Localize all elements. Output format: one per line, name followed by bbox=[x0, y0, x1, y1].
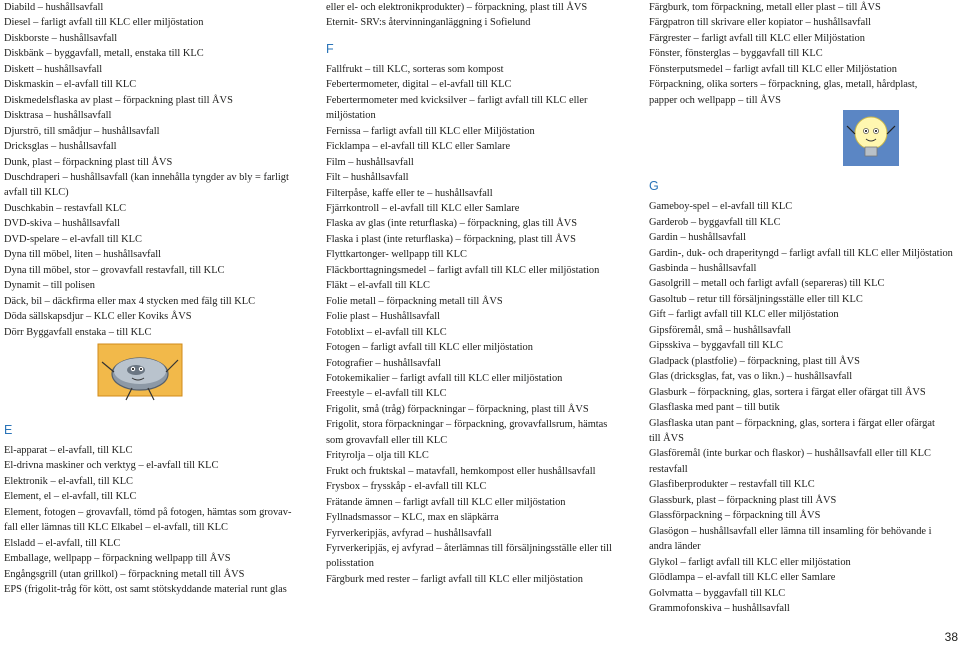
entry-line: till ÅVS bbox=[649, 432, 684, 444]
entry-line: DVD-spelare – el-avfall till KLC bbox=[4, 233, 142, 245]
entry-line: Freestyle – el-avfall till KLC bbox=[326, 388, 447, 400]
entry-line: Gardin – hushållsavfall bbox=[649, 232, 746, 244]
entry-line: Frukt och fruktskal – matavfall, hemkompost eller hushållsavfall bbox=[326, 465, 596, 477]
entry-line: papper och wellpapp – till ÅVS bbox=[649, 94, 781, 106]
entry-line: Diskborste – hushållsavfall bbox=[4, 32, 118, 44]
entry-line: Gipsföremål, små – hushållsavfall bbox=[649, 324, 791, 336]
entry-line: som grovavfall eller till KLC bbox=[326, 434, 448, 446]
entry-line: Djurströ, till smådjur – hushållsavfall bbox=[4, 125, 160, 137]
entry-line: Diskett – hushållsavfall bbox=[4, 63, 103, 75]
light-bulb-illustration bbox=[649, 108, 949, 168]
column-2 bbox=[326, 0, 622, 587]
column-3 bbox=[649, 0, 953, 616]
entry-line: Färgrester – farligt avfall till KLC eller Miljöstation bbox=[649, 32, 865, 44]
entry-line: Döda sällskapsdjur – KLC eller Koviks ÅVS bbox=[4, 311, 192, 323]
entries-e-continued bbox=[326, 0, 622, 31]
entry-line: Fjärrkontroll – el-avfall till KLC eller Samlare bbox=[326, 202, 520, 214]
entry-line: eller el- och elektronikprodukter) – förpackning, plast till ÅVS bbox=[326, 2, 588, 13]
entry-line: Färgburk med rester – farligt avfall till KLC eller miljöstation bbox=[326, 573, 583, 585]
entry-line: Glassförpackning – förpackning till ÅVS bbox=[649, 510, 821, 522]
entries-f-continued bbox=[649, 0, 949, 108]
entry-line: Duschkabin – restavfall KLC bbox=[4, 202, 127, 214]
entry-line: Frigolit, små (tråg) förpackningar – förpackning, plast till ÅVS bbox=[326, 403, 589, 415]
entry-line: Glas (dricksglas, fat, vas o likn.) – hushållsavfall bbox=[649, 371, 853, 383]
entry-line: Fotogen – farligt avfall till KLC eller miljöstation bbox=[326, 342, 533, 354]
entry-line: Garderob – byggavfall till KLC bbox=[649, 216, 781, 228]
entry-line: Flaska i plast (inte returflaska) – förpackning, plast till ÅVS bbox=[326, 233, 576, 245]
section-heading-e: E bbox=[4, 422, 13, 437]
entry-line: Fallfrukt – till KLC, sorteras som kompost bbox=[326, 63, 504, 75]
column-1 bbox=[4, 0, 304, 598]
entry-line: Färgburk, tom förpackning, metall eller plast – till ÅVS bbox=[649, 2, 881, 13]
entries-d bbox=[4, 0, 304, 340]
entry-line: Gasoltub – retur till försäljningsställe eller till KLC bbox=[649, 293, 863, 305]
entry-line: miljöstation bbox=[326, 110, 376, 122]
entry-line: Golvmatta – byggavfall till KLC bbox=[649, 587, 786, 599]
entry-line: Fönsterputsmedel – farligt avfall till KLC eller Miljöstation bbox=[649, 63, 897, 75]
entry-line: Fläkt – el-avfall till KLC bbox=[326, 280, 430, 292]
section-heading-f: F bbox=[326, 41, 334, 56]
entries-g bbox=[649, 199, 953, 616]
entry-line: Febertermometer, digital – el-avfall till KLC bbox=[326, 79, 512, 91]
entry-line: andra länder bbox=[649, 541, 701, 553]
entry-line: Gladpack (plastfolie) – förpackning, plast till ÅVS bbox=[649, 355, 860, 367]
entry-line: Ficklampa – el-avfall till KLC eller Samlare bbox=[326, 141, 511, 153]
entry-line: Förpackning, olika sorters – förpackning, glas, metall, hårdplast, bbox=[649, 79, 918, 91]
entry-line: Fyrverkeripjäs, ej avfyrad – återlämnas till försäljningsställe eller till bbox=[326, 542, 612, 554]
entry-line: Fotokemikalier – farligt avfall till KLC eller miljöstation bbox=[326, 372, 563, 384]
entry-line: Gipsskiva – byggavfall till KLC bbox=[649, 340, 783, 352]
entry-line: Diskmedelsflaska av plast – förpackning plast till ÅVS bbox=[4, 94, 233, 106]
entry-line: Gasolgrill – metall och farligt avfall (separeras) till KLC bbox=[649, 278, 885, 290]
entry-line: Filterpåse, kaffe eller te – hushållsavfall bbox=[326, 187, 493, 199]
section-heading-g: G bbox=[649, 179, 659, 194]
entry-line: polisstation bbox=[326, 558, 374, 570]
entry-line: Diesel – farligt avfall till KLC eller miljöstation bbox=[4, 17, 204, 29]
entry-line: Elektronik – el-avfall, till KLC bbox=[4, 475, 133, 487]
entry-line: Fläckborttagningsmedel – farligt avfall till KLC eller miljöstation bbox=[326, 264, 600, 276]
entry-line: Film – hushållsavfall bbox=[326, 156, 414, 168]
entry-line: Glasflaska utan pant – förpackning, glas, sortera i färgat eller ofärgat bbox=[649, 417, 935, 429]
entry-line: Dynamit – till polisen bbox=[4, 280, 95, 292]
entry-line: El-drivna maskiner och verktyg – el-avfall till KLC bbox=[4, 460, 219, 472]
entry-line: Dörr Byggavfall enstaka – till KLC bbox=[4, 326, 152, 338]
entry-line: El-apparat – el-avfall, till KLC bbox=[4, 444, 133, 456]
entry-line: Glasburk – förpackning, glas, sortera i färgat eller ofärgat till ÅVS bbox=[649, 386, 926, 398]
entry-line: Filt – hushållsavfall bbox=[326, 172, 409, 184]
entry-line: Fönster, fönsterglas – byggavfall till KLC bbox=[649, 48, 823, 60]
light-bulb-character-icon bbox=[839, 106, 903, 170]
entry-line: Dricksglas – hushållsavfall bbox=[4, 141, 117, 153]
page-number: 38 bbox=[944, 630, 958, 644]
cd-player-character-icon bbox=[92, 338, 188, 404]
entry-line: Fyrverkeripjäs, avfyrad – hushållsavfall bbox=[326, 527, 492, 539]
entries-e bbox=[4, 443, 304, 598]
entry-line: Glassburk, plast – förpackning plast till ÅVS bbox=[649, 494, 837, 506]
entry-line: Dyna till möbel, liten – hushållsavfall bbox=[4, 249, 161, 261]
entry-line: EPS (frigolit-tråg för kött, ost samt stötskyddande material runt glas bbox=[4, 584, 287, 596]
entry-line: Glasfiberprodukter – restavfall till KLC bbox=[649, 479, 815, 491]
entry-line: Element, el – el-avfall, till KLC bbox=[4, 491, 137, 503]
entry-line: Frysbox – frysskåp - el-avfall till KLC bbox=[326, 481, 487, 493]
entry-line: Diabild – hushållsavfall bbox=[4, 2, 104, 13]
entry-line: Engångsgrill (utan grillkol) – förpackning metall till ÅVS bbox=[4, 568, 245, 580]
entry-line: Eternit- SRV:s återvinninganläggning i Sofielund bbox=[326, 17, 531, 29]
entry-line: Diskmaskin – el-avfall till KLC bbox=[4, 79, 137, 91]
entry-line: Fyllnadsmassor – KLC, max en släpkärra bbox=[326, 512, 499, 524]
entry-line: Färgpatron till skrivare eller kopiator – hushållsavfall bbox=[649, 17, 871, 29]
entry-line: Folie plast – Hushållsavfall bbox=[326, 311, 440, 323]
entry-line: Fotoblixt – el-avfall till KLC bbox=[326, 326, 447, 338]
entry-line: Gift – farligt avfall till KLC eller miljöstation bbox=[649, 309, 839, 321]
entries-f bbox=[326, 62, 622, 587]
entry-line: Grammofonskiva – hushållsavfall bbox=[649, 602, 790, 614]
entry-line: Gameboy-spel – el-avfall till KLC bbox=[649, 201, 793, 213]
entry-line: Däck, bil – däckfirma eller max 4 stycken med fälg till KLC bbox=[4, 295, 256, 307]
entry-line: Emballage, wellpapp – förpackning wellpapp till ÅVS bbox=[4, 553, 231, 565]
entry-line: Glasögon – hushållsavfall eller lämna till insamling för behövande i bbox=[649, 525, 932, 537]
entry-line: Frityrolja – olja till KLC bbox=[326, 450, 429, 462]
entry-line: Duschdraperi – hushållsavfall (kan innehålla tyngder av bly = farligt bbox=[4, 171, 289, 183]
entry-line: Glödlampa – el-avfall till KLC eller Samlare bbox=[649, 572, 836, 584]
entry-line: Disktrasa – hushållsavfall bbox=[4, 110, 112, 122]
entry-line: avfall till KLC) bbox=[4, 187, 69, 199]
entry-line: Gasbinda – hushållsavfall bbox=[649, 262, 757, 274]
entry-line: Febertermometer med kvicksilver – farligt avfall till KLC eller bbox=[326, 94, 588, 106]
cd-player-illustration bbox=[4, 344, 304, 406]
entry-line: Flaska av glas (inte returflaska) – förpackning, glas till ÅVS bbox=[326, 218, 578, 230]
entry-line: Dunk, plast – förpackning plast till ÅVS bbox=[4, 156, 173, 168]
entry-line: Folie metall – förpackning metall till ÅVS bbox=[326, 295, 503, 307]
entry-line: Diskbänk – byggavfall, metall, enstaka till KLC bbox=[4, 48, 204, 60]
entry-line: Glasföremål (inte burkar och flaskor) – hushållsavfall eller till KLC bbox=[649, 448, 931, 460]
entry-line: fall eller lämnas till KLC Elkabel – el-avfall, till KLC bbox=[4, 522, 228, 534]
entry-line: restavfall bbox=[649, 463, 688, 475]
entry-line: Elsladd – el-avfall, till KLC bbox=[4, 537, 121, 549]
entry-line: Fotografier – hushållsavfall bbox=[326, 357, 441, 369]
entry-line: Frigolit, stora förpackningar – förpackning, grovavfallsrum, hämtas bbox=[326, 419, 608, 431]
entry-line: Flyttkartonger- wellpapp till KLC bbox=[326, 249, 467, 261]
entry-line: DVD-skiva – hushållsavfall bbox=[4, 218, 121, 230]
entry-line: Frätande ämnen – farligt avfall till KLC eller miljöstation bbox=[326, 496, 566, 508]
entry-line: Gardin-, duk- och draperityngd – farligt avfall till KLC eller Miljöstation bbox=[649, 247, 953, 259]
entry-line: Element, fotogen – grovavfall, tömd på fotogen, hämtas som grovav- bbox=[4, 506, 292, 518]
entry-line: Glasflaska med pant – till butik bbox=[649, 402, 780, 414]
entry-line: Glykol – farligt avfall till KLC eller miljöstation bbox=[649, 556, 851, 568]
entry-line: Fernissa – farligt avfall till KLC eller Miljöstation bbox=[326, 125, 535, 137]
entry-line: Dyna till möbel, stor – grovavfall restavfall, till KLC bbox=[4, 264, 225, 276]
